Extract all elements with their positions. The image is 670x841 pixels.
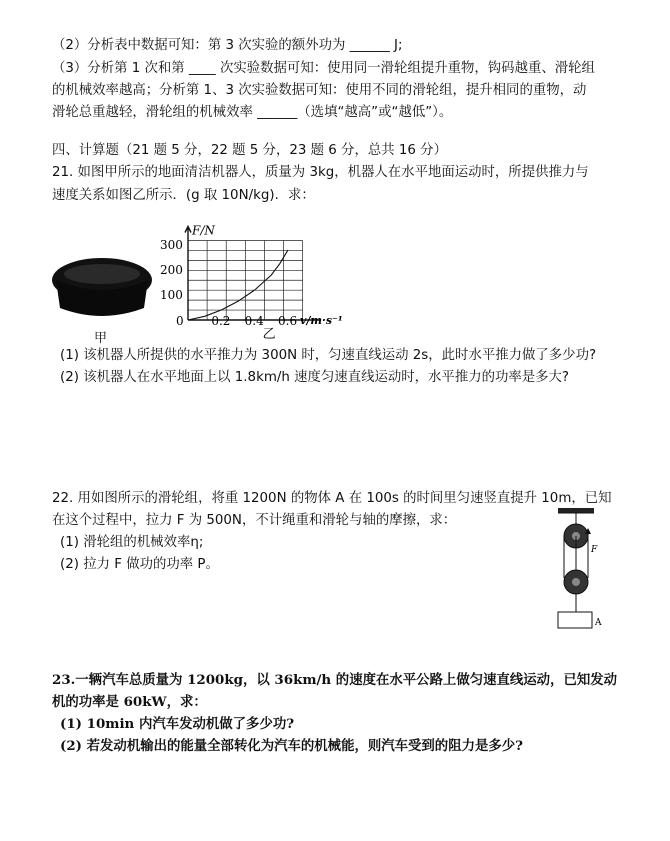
problem-21-line-2: 速度关系如图乙所示．(g 取 10N/kg)．求： — [52, 188, 315, 203]
robot-figure — [50, 238, 160, 348]
problem-22-line-1: 22. 用如图所示的滑轮组，将重 1200N 的物体 A 在 100s 的时间里匀速竖直提升 10m，已知 — [52, 491, 612, 506]
y-axis-label: F/N — [192, 223, 215, 238]
question-3-line-2: 的机械效率越高；分析第 1、3 次实验数据可知：使用不同的滑轮组，提升相同的重物，动 — [52, 83, 587, 98]
chart-caption: 乙 — [262, 327, 276, 342]
robot-figure-label: 甲 — [94, 331, 108, 346]
problem-21-question-2: (2) 该机器人在水平地面上以 1.8km/h 速度匀速直线运动时，水平推力的功率是多大? — [60, 370, 570, 385]
question-2-line: （2）分析表中数据可知：第 3 次实验的额外功为 ______ J; — [52, 38, 403, 53]
problem-22-line-2: 在这个过程中，拉力 F 为 500N，不计绳重和滑轮与轴的摩擦，求： — [52, 513, 457, 528]
origin-label: 0 — [176, 314, 184, 328]
x-axis-label: v/m·s⁻¹ — [300, 314, 343, 327]
force-label: F — [591, 545, 598, 555]
problem-21-line-1: 21. 如图甲所示的地面清洁机器人，质量为 3kg，机器人在水平地面运动时，所提供推力与 — [52, 165, 589, 180]
section-4-heading: 四、计算题（21 题 5 分，22 题 5 分，23 题 6 分，总共 16 分） — [52, 143, 447, 158]
chart-grid — [188, 241, 303, 321]
problem-23-question-1: (1) 10min 内汽车发动机做了多少功? — [60, 716, 295, 732]
x-tick-label: 0.6 — [278, 314, 298, 328]
problem-22-question-1: (1) 滑轮组的机械效率η; — [60, 535, 204, 550]
problem-22-question-2: (2) 拉力 F 做功的功率 P。 — [60, 557, 219, 572]
x-tick-label: 0.2 — [211, 314, 231, 328]
y-tick-label: 300 — [160, 238, 183, 252]
problem-23-question-2: (2) 若发动机输出的能量全部转化为汽车的机械能，则汽车受到的阻力是多少? — [60, 738, 523, 754]
y-tick-label: 100 — [160, 288, 183, 302]
problem-23-line-2: 机的功率是 60kW，求： — [52, 694, 207, 710]
problem-21-question-1: (1) 该机器人所提供的水平推力为 300N 时，匀速直线运动 2s，此时水平推力做了多少功? — [60, 348, 597, 363]
object-label: A — [595, 618, 602, 628]
force-velocity-chart — [150, 200, 343, 342]
x-tick-label: 0.4 — [244, 314, 264, 328]
pulley-figure — [548, 506, 608, 634]
question-3-line-1: （3）分析第 1 次和第 ____ 次实验数据可知：使用同一滑轮组提升重物，钩码越重、滑轮组 — [52, 61, 595, 76]
y-tick-label: 200 — [160, 263, 183, 277]
problem-23-line-1: 23.一辆汽车总质量为 1200kg，以 36km/h 的速度在水平公路上做匀速直线运动，已知发动 — [52, 672, 618, 688]
question-3-line-3: 滑轮总重越轻，滑轮组的机械效率 ______（选填“越高”或“越低”）。 — [52, 105, 453, 120]
